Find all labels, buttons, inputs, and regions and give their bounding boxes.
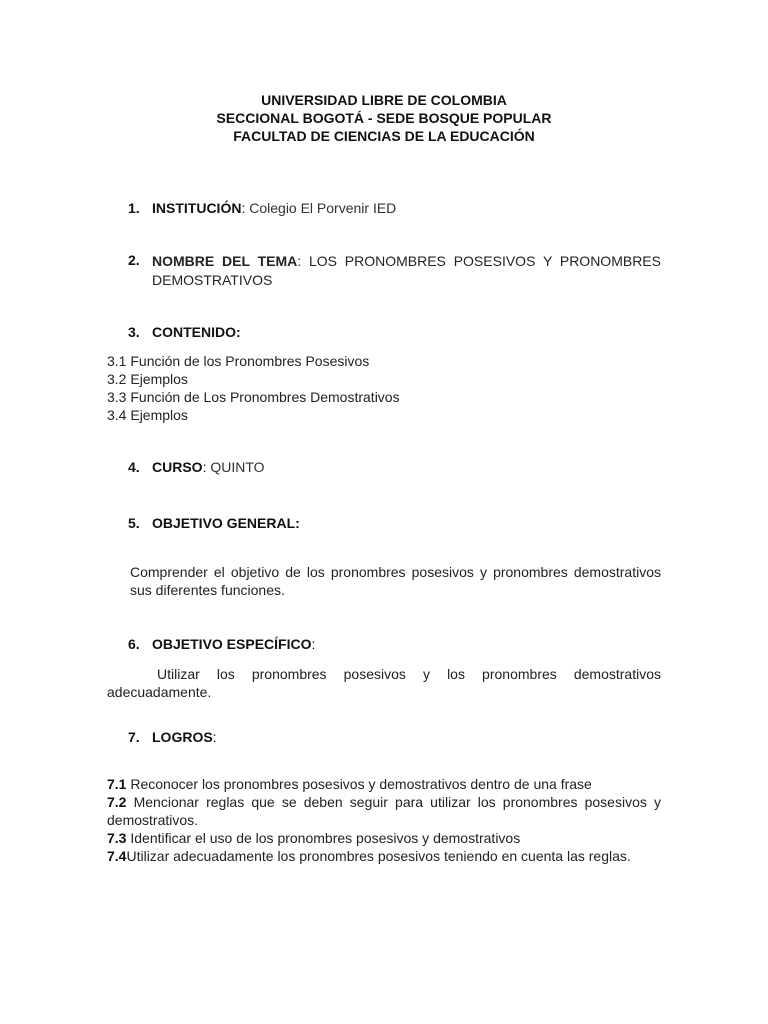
header-facultad: FACULTAD DE CIENCIAS DE LA EDUCACIÓN [233, 128, 535, 144]
list-item [107, 829, 661, 847]
section-body [152, 728, 217, 747]
list-item [107, 775, 661, 793]
section-separator: : [297, 253, 302, 269]
section-label: OBJETIVO GENERAL: [152, 515, 300, 531]
section-label: NOMBRE DEL TEMA [152, 253, 298, 269]
logro-text: Reconocer los pronombres posesivos y demostrativos dentro de una frase [126, 776, 592, 792]
section-value: Colegio El Porvenir IED [245, 200, 397, 216]
logro-number: 7.2 [107, 794, 127, 810]
list-item: 3.4 Ejemplos [107, 407, 188, 423]
logro-number: 7.4 [107, 848, 127, 864]
objetivo-especifico-text: Utilizar los pronombres posesivos y los pronombres demostrativos adecuadamente. [107, 666, 661, 700]
section-number: 3. [128, 324, 140, 340]
section-value: QUINTO [206, 459, 265, 475]
section-number: 5. [128, 515, 140, 531]
header-university: UNIVERSIDAD LIBRE DE COLOMBIA [261, 92, 507, 108]
objetivo-general-text: Comprender el objetivo de los pronombres posesivos y pronombres demostrativos sus diferentes funciones. [130, 564, 661, 598]
section-number: 2. [128, 252, 140, 268]
section-nombre-tema-body [152, 252, 661, 290]
section-body [152, 635, 315, 654]
section-separator: : [212, 729, 217, 745]
list-item [107, 793, 661, 829]
logro-text: Identificar el uso de los pronombres posesivos y demostrativos [126, 830, 521, 846]
logros-list [107, 775, 661, 865]
logro-number: 7.1 [107, 776, 127, 792]
list-item: 3.1 Función de los Pronombres Posesivos [107, 353, 370, 369]
header-seccional: SECCIONAL BOGOTÁ - SEDE BOSQUE POPULAR [216, 110, 552, 126]
document-header [0, 91, 768, 145]
section-label: OBJETIVO ESPECÍFICO [152, 636, 312, 652]
section-number: 6. [128, 636, 140, 652]
section-body [152, 199, 396, 218]
section-body [152, 323, 241, 342]
list-item: 3.3 Función de Los Pronombres Demostrativos [107, 389, 400, 405]
section-label: LOGROS [152, 729, 213, 745]
section-body [152, 458, 265, 477]
section-label: CURSO [152, 459, 203, 475]
section-label: INSTITUCIÓN [152, 200, 242, 216]
logro-number: 7.3 [107, 830, 127, 846]
contenido-list [107, 352, 400, 424]
list-item: 3.2 Ejemplos [107, 371, 188, 387]
section-separator: : [311, 636, 316, 652]
section-number: 4. [128, 459, 140, 475]
logro-text: Mencionar reglas que se deben seguir para utilizar los pronombres posesivos y demostrativos. [107, 794, 661, 828]
section-label: CONTENIDO: [152, 324, 241, 340]
section-number: 1. [128, 200, 140, 216]
section-number: 7. [128, 729, 140, 745]
logro-text: Utilizar adecuadamente los pronombres posesivos teniendo en cuenta las reglas. [126, 848, 631, 864]
section-separator: : [202, 459, 207, 475]
section-separator: : [241, 200, 246, 216]
section-value: LOS PRONOMBRES POSESIVOS Y PRONOMBRES DEMOSTRATIVOS [152, 253, 661, 288]
section-body [152, 514, 300, 533]
list-item [107, 847, 661, 865]
